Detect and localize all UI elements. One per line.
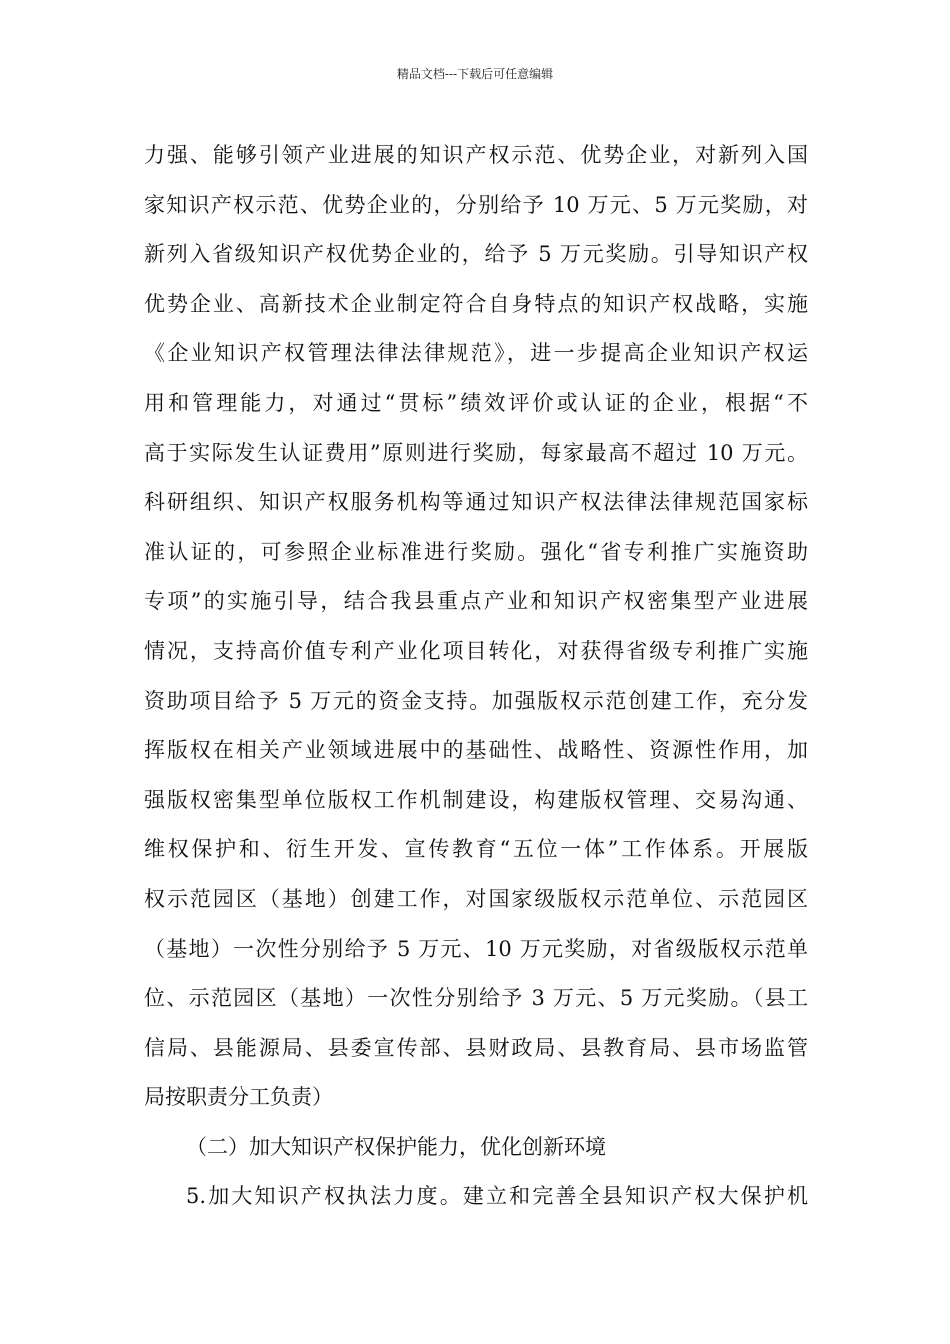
text-line: 高于实际发生认证费用”原则进行奖励，每家最高不超过 10 万元。 [144,440,808,465]
section-heading: （二）加大知识产权保护能力，优化创新环境 [186,1134,606,1159]
text-line: 家知识产权示范、优势企业的，分别给予 10 万元、5 万元奖励，对 [144,192,808,217]
text-line: 情况，支持高价值专利产业化项目转化，对获得省级专利推广实施 [144,638,808,663]
text-line: 5.加大知识产权执法力度。建立和完善全县知识产权大保护机 [186,1184,808,1209]
text-line: （基地）一次性分别给予 5 万元、10 万元奖励，对省级版权示范单 [144,936,808,961]
text-line: 权示范园区（基地）创建工作，对国家级版权示范单位、示范园区 [144,886,808,911]
text-line: 用和管理能力，对通过“贯标”绩效评价或认证的企业，根据“不 [144,390,808,415]
text-line: 强版权密集型单位版权工作机制建设，构建版权管理、交易沟通、 [144,787,808,812]
page-header: 精品文档---下载后可任意编辑 [396,67,554,81]
text-line: 力强、能够引领产业进展的知识产权示范、优势企业，对新列入国 [144,143,808,167]
text-line: 资助项目给予 5 万元的资金支持。加强版权示范创建工作，充分发 [144,688,808,713]
text-line: 维权保护和、衍生开发、宣传教育“五位一体”工作体系。开展版 [144,837,808,862]
text-line: 《企业知识产权管理法律法律规范》，进一步提高企业知识产权运 [144,341,808,366]
text-line: 优势企业、高新技术企业制定符合自身特点的知识产权战略，实施 [144,291,808,316]
document-body [144,131,808,1222]
text-line: 局按职责分工负责） [144,1085,333,1110]
text-line: 准认证的，可参照企业标准进行奖励。强化“省专利推广实施资助 [144,539,808,564]
text-line: 挥版权在相关产业领域进展中的基础性、战略性、资源性作用，加 [144,738,808,763]
text-line: 新列入省级知识产权优势企业的，给予 5 万元奖励。引导知识产权 [144,242,808,267]
text-line: 专项”的实施引导，结合我县重点产业和知识产权密集型产业进展 [144,589,808,614]
text-line: 科研组织、知识产权服务机构等通过知识产权法律法律规范国家标 [144,490,808,515]
text-line: 信局、县能源局、县委宣传部、县财政局、县教育局、县市场监管 [144,1035,808,1060]
text-line: 位、示范园区（基地）一次性分别给予 3 万元、5 万元奖励。（县工 [144,986,808,1011]
